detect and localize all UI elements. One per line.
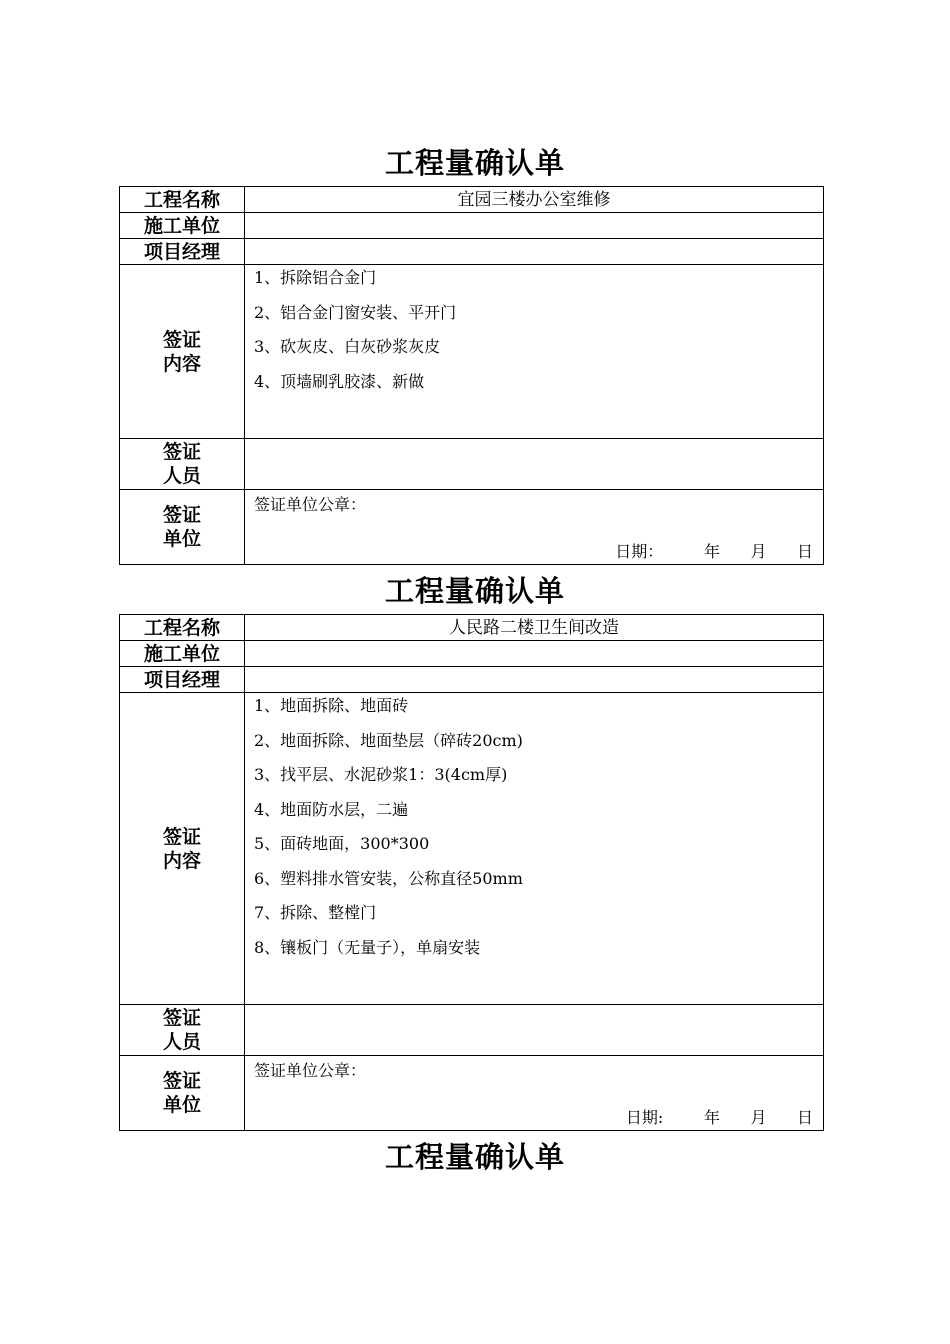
content-label: 签证 内容 (120, 265, 245, 439)
content-item: 5、面砖地面，300*300 (254, 834, 430, 853)
project-manager-value (245, 239, 824, 265)
seal-label: 签证单位公章： (254, 1061, 367, 1080)
personnel-label: 签证 人员 (120, 1005, 245, 1056)
project-name-value: 宜园三楼办公室维修 (245, 187, 824, 213)
date-line: 日期: 年 月 日 (625, 1108, 813, 1127)
content-item: 4、顶墙刷乳胶漆、新做 (254, 371, 425, 391)
seal-cell (245, 1056, 824, 1131)
project-name-value: 人民路二楼卫生间改造 (245, 615, 824, 641)
construction-unit-value (245, 213, 824, 239)
form-title: 工程量确认单 (384, 146, 565, 180)
form-title: 工程量确认单 (384, 1140, 565, 1174)
content-label: 签证 内容 (120, 693, 245, 1005)
date-line: 日期： 年 月 日 (615, 542, 813, 561)
content-item: 4、地面防水层，二遍 (254, 799, 409, 819)
content-item: 3、找平层、水泥砂浆1：3(4cm厚) (254, 765, 508, 784)
confirmation-form-table (119, 186, 824, 565)
content-cell (245, 693, 824, 1005)
project-manager-label: 项目经理 (120, 667, 245, 693)
construction-unit-label: 施工单位 (120, 213, 245, 239)
seal-cell (245, 490, 824, 565)
project-name-label: 工程名称 (120, 615, 245, 641)
construction-unit-label: 施工单位 (120, 641, 245, 667)
unit-label: 签证 单位 (120, 490, 245, 565)
unit-label: 签证 单位 (120, 1056, 245, 1131)
content-item: 2、地面拆除、地面垫层（碎砖20cm) (254, 730, 523, 750)
content-item: 8、镶板门（无量子），单扇安装 (254, 937, 481, 957)
content-item-list (245, 265, 823, 403)
construction-unit-value (245, 641, 824, 667)
personnel-value (245, 1005, 824, 1056)
content-cell (245, 265, 824, 439)
seal-label: 签证单位公章： (254, 495, 367, 514)
content-item: 3、砍灰皮、白灰砂浆灰皮 (254, 337, 441, 356)
content-item: 7、拆除、整樘门 (254, 903, 377, 922)
project-manager-label: 项目经理 (120, 239, 245, 265)
content-item: 1、拆除铝合金门 (254, 268, 377, 287)
content-item-list (245, 693, 823, 969)
content-item: 2、铝合金门窗安装、平开门 (254, 302, 457, 322)
personnel-value (245, 439, 824, 490)
content-item: 1、地面拆除、地面砖 (254, 696, 409, 715)
form-title: 工程量确认单 (384, 574, 565, 608)
project-name-label: 工程名称 (120, 187, 245, 213)
project-manager-value (245, 667, 824, 693)
content-item: 6、塑料排水管安装，公称直径50mm (254, 868, 523, 888)
confirmation-form-table (119, 614, 824, 1131)
personnel-label: 签证 人员 (120, 439, 245, 490)
